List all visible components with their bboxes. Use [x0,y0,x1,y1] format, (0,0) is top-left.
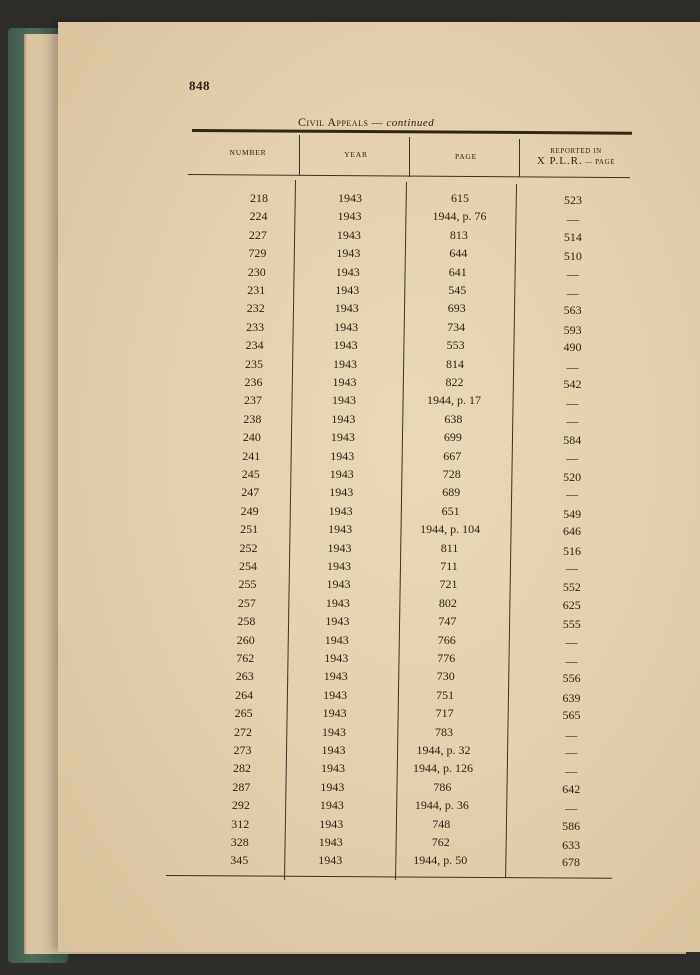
table-row [58,282,700,298]
table-row [58,466,700,482]
table-row [58,374,700,390]
cell-number: 224 [249,209,268,224]
cell-reported: — [565,634,578,649]
cell-page: 762 [431,835,450,849]
cell-page: 644 [449,246,468,261]
cell-year: 1943 [330,448,355,463]
cell-number: 255 [238,577,257,592]
table-row [58,411,700,427]
header-number: NUMBER [229,148,267,157]
header-page: PAGE [454,152,478,161]
cell-page: 1944, p. 76 [432,209,487,224]
cell-page: 728 [442,467,461,481]
cell-page: 1944, p. 17 [426,393,481,408]
header-reported-page: PAGE [595,158,616,166]
cell-number: 273 [233,743,252,757]
cell-page: 689 [442,485,461,500]
cell-reported: — [565,745,578,759]
table-row [58,558,700,574]
cell-number: 230 [247,264,266,279]
table-title-continued: continued [386,117,435,129]
header-reported-dash: — [582,158,596,166]
table-row [58,540,700,556]
cell-number: 251 [240,522,259,537]
cell-year: 1943 [338,191,362,205]
cell-reported: 549 [563,506,582,521]
cell-page: 730 [436,669,455,684]
cell-reported: 633 [562,838,581,852]
table-row [58,742,700,758]
cell-reported: 639 [562,690,581,705]
cell-number: 234 [245,338,264,353]
cell-number: 260 [236,632,255,647]
cell-year: 1943 [334,301,359,316]
cell-reported: 646 [563,524,581,539]
table-row [58,816,700,832]
cell-number: 272 [234,724,253,739]
table-row [58,650,700,666]
cell-page: 822 [445,375,464,389]
cell-page: 717 [435,706,454,721]
cell-year: 1943 [325,614,350,629]
cell-reported: 516 [562,543,581,558]
cell-year: 1943 [321,743,346,757]
header-reported-line1: REPORTED IN [550,147,602,155]
cell-page: 811 [440,540,459,555]
cell-reported: — [566,396,579,411]
cell-reported: 556 [562,671,581,686]
table-row [58,687,700,703]
cell-page: 1944, p. 36 [414,798,469,813]
table-row [58,356,700,372]
cell-page: 638 [444,411,463,426]
cell-year: 1943 [320,779,345,794]
cell-number: 263 [235,669,254,684]
cell-reported: 490 [563,340,582,355]
cell-number: 729 [248,246,267,261]
cell-reported: 565 [562,708,581,723]
cell-year: 1943 [337,209,362,224]
cell-reported: — [565,727,578,742]
cell-page: 553 [446,338,465,353]
cell-year: 1943 [336,246,361,261]
cell-year: 1943 [335,264,360,279]
cell-number: 240 [242,430,261,445]
cell-reported: — [565,561,578,575]
cell-year: 1943 [318,835,343,849]
cell-reported: 593 [563,322,582,337]
cell-reported: 552 [562,580,581,595]
cell-year: 1943 [322,706,347,721]
cell-number: 238 [243,411,262,426]
table-row [58,245,700,264]
table-title-main: Civil Appeals [298,115,369,129]
cell-number: 232 [246,301,265,316]
table-row [58,760,700,779]
cell-page: 813 [449,227,468,242]
cell-number: 236 [244,375,263,389]
cell-page: 734 [447,319,466,334]
cell-number: 312 [231,816,250,831]
cell-reported: 678 [562,855,581,870]
cell-number: 245 [241,467,260,481]
cell-year: 1943 [322,724,347,739]
cell-number: 282 [232,761,251,776]
cell-number: 233 [246,319,265,334]
cell-page: 1944, p. 32 [416,743,471,757]
cell-reported: 523 [564,193,582,207]
table-row [58,190,700,206]
cell-number: 328 [230,835,249,849]
cell-year: 1943 [331,393,356,408]
cell-page: 783 [435,724,454,739]
table-row [58,429,700,448]
cell-year: 1943 [328,522,353,537]
cell-year: 1943 [327,559,351,573]
cell-year: 1943 [335,283,360,297]
cell-page: 711 [440,559,458,573]
cell-number: 265 [234,706,253,721]
cell-page: 1944, p. 50 [413,853,468,868]
header-year: YEAR [344,150,368,159]
cell-year: 1943 [324,632,349,647]
cell-year: 1943 [318,853,343,868]
cell-year: 1943 [334,319,359,334]
cell-number: 292 [231,798,250,813]
cell-year: 1943 [324,651,349,665]
cell-page: 802 [438,595,457,610]
cell-reported: 510 [563,249,582,264]
table-row [58,521,700,537]
cell-year: 1943 [336,227,361,242]
cell-number: 227 [248,227,267,242]
cell-reported: 625 [562,597,581,612]
cell-page: 786 [433,779,452,794]
cell-number: 762 [236,651,255,665]
table-title-separator: — [368,117,387,129]
cell-page: 751 [436,687,455,702]
cell-year: 1943 [332,375,357,389]
cell-year: 1943 [329,467,354,481]
cell-year: 1943 [331,411,356,426]
table-row [58,834,700,850]
table-row [58,319,700,335]
cell-page: 1944, p. 126 [412,761,473,776]
cell-reported: — [566,413,579,428]
table-row [58,300,700,316]
cell-page: 766 [437,632,456,647]
cell-reported: — [565,801,578,816]
cell-year: 1943 [329,485,354,500]
cell-number: 345 [230,853,249,868]
cell-year: 1943 [326,577,351,592]
table-row [58,484,700,500]
cell-page: 748 [432,816,451,831]
cell-reported: 563 [563,303,582,318]
cell-year: 1943 [319,798,344,813]
cell-reported: 520 [563,470,582,484]
cell-number: 252 [239,540,258,555]
table-row [58,503,700,519]
cell-year: 1943 [320,761,345,776]
cell-page: 615 [451,191,469,205]
cell-year: 1943 [333,356,358,371]
cell-year: 1943 [327,540,352,555]
table-row [58,779,700,795]
table-body [58,22,700,952]
cell-reported: 642 [562,781,581,796]
cell-reported: — [566,359,579,374]
table-row [58,797,700,816]
cell-page: 747 [438,614,457,629]
cell-reported: 542 [563,377,582,391]
table-row [58,337,700,353]
cell-reported: — [566,212,579,227]
header-reported-line2: X P.L.R. [536,155,583,167]
table-row [58,227,700,243]
cell-page: 667 [443,448,462,463]
cell-number: 258 [237,614,256,629]
cell-reported: — [566,286,579,300]
page-number: 848 [189,78,210,93]
table-row [58,632,700,648]
cell-number: 247 [241,485,260,500]
cell-number: 249 [240,503,259,518]
table-row [58,392,700,411]
cell-reported: — [565,654,578,668]
table-row [58,208,700,227]
cell-reported: — [566,266,579,281]
cell-number: 254 [239,559,257,573]
table-row [58,852,700,868]
table-row [58,705,700,721]
cell-year: 1943 [319,816,344,831]
cell-page: 693 [447,301,466,316]
cell-reported: — [565,764,578,779]
cell-page: 641 [448,264,467,279]
cell-reported: 584 [563,433,582,448]
cell-year: 1943 [323,687,348,702]
table-row [58,448,700,464]
cell-page: 814 [446,356,465,371]
cell-number: 237 [243,393,262,408]
cell-year: 1943 [330,430,355,445]
cell-page: 651 [441,503,460,518]
cell-page: 545 [448,283,467,297]
cell-year: 1943 [325,595,350,610]
cell-reported: — [566,487,579,502]
cell-page: 1944, p. 104 [420,522,481,537]
table-row [58,576,700,595]
cell-year: 1943 [333,338,358,353]
cell-number: 257 [237,595,256,610]
table-row [58,264,700,280]
cell-page: 776 [437,651,456,665]
cell-number: 218 [250,191,268,205]
cell-year: 1943 [323,669,348,684]
cell-reported: 514 [563,229,582,244]
book-page [58,22,700,952]
table-row [58,724,700,740]
cell-number: 264 [235,687,254,702]
cell-number: 235 [245,356,264,371]
table-row [58,668,700,684]
table-row [58,613,700,632]
table-row [58,595,700,611]
cell-number: 287 [232,779,251,794]
cell-reported: 555 [562,617,581,632]
cell-year: 1943 [328,503,353,518]
cell-page: 721 [439,577,458,592]
cell-page: 699 [443,430,462,445]
cell-number: 241 [242,448,261,463]
cell-reported: 586 [562,818,581,833]
cell-reported: — [566,450,579,465]
cell-number: 231 [247,283,266,297]
